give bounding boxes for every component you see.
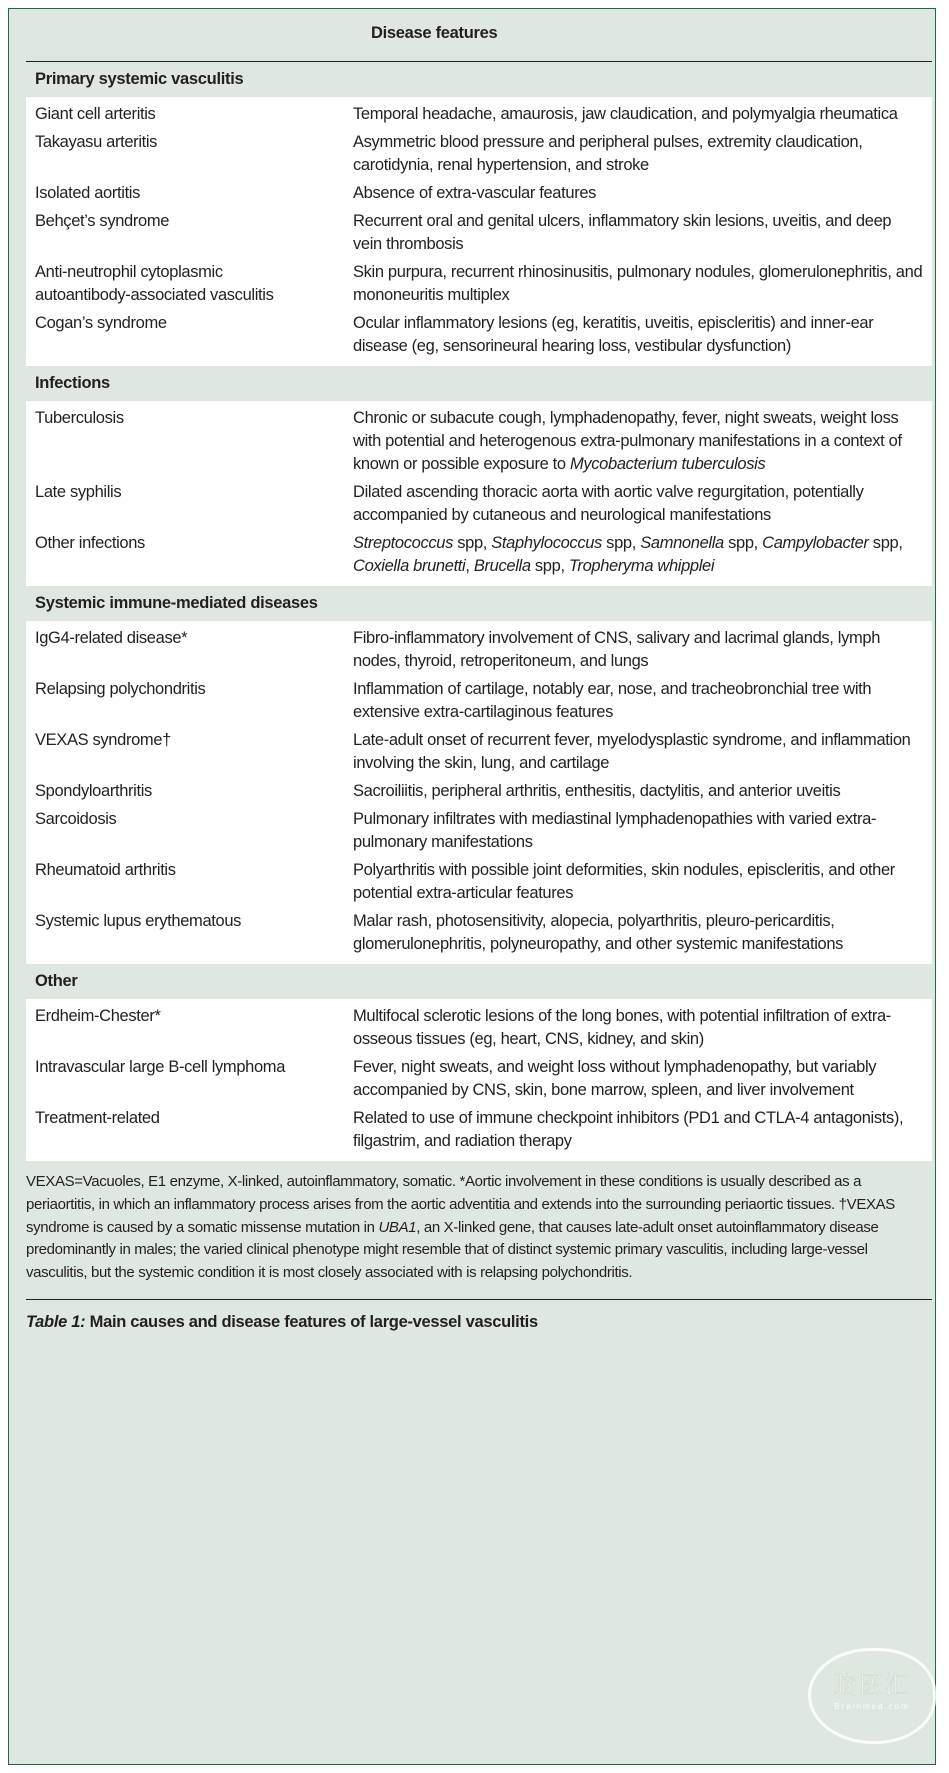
table-row bbox=[26, 1106, 932, 1157]
features-text: spp, bbox=[530, 557, 569, 575]
footnote-part: VEXAS=Vacuoles, E1 enzyme, X-linked, autoinflammatory, somatic. *Aortic involvement in these conditions is usually described as a periaortitis, in which an inflammatory process arises from the aortic adventitia and extends into the surrounding periaortic tissues. †VEXAS syndrome is caused by a somatic missense mutation in bbox=[26, 1173, 895, 1236]
features-text: spp, bbox=[453, 534, 492, 552]
cause-cell: Late syphilis bbox=[35, 483, 122, 501]
features-cell: Related to use of immune checkpoint inhibitors (PD1 and CTLA-4 antagonists), filgastrim, and radiation therapy bbox=[353, 1109, 904, 1150]
features-cell: Absence of extra-vascular features bbox=[353, 184, 597, 202]
features-cell bbox=[353, 532, 923, 578]
features-cell: Inflammation of cartilage, notably ear, nose, and tracheobronchial tree with extensive extra-cartilaginous features bbox=[353, 680, 872, 721]
footnote-text bbox=[26, 1171, 932, 1285]
cause-cell: Spondyloarthritis bbox=[35, 782, 152, 800]
section-title-primary-systemic-vasculitis: Primary systemic vasculitis bbox=[35, 70, 244, 88]
organism-name: Staphylococcus bbox=[491, 534, 602, 552]
section-title-systemic-immune-mediated-diseases: Systemic immune-mediated diseases bbox=[35, 594, 318, 612]
table bbox=[26, 9, 932, 1332]
watermark-logo bbox=[808, 1648, 936, 1744]
table-row bbox=[26, 626, 932, 677]
watermark-en-text: Brainmed.com bbox=[834, 1702, 910, 1711]
footnote-part: , an X-linked gene, that causes late-adult onset autoinflammatory disease predominantly in males; the varied clinical phenotype might resemble that of distinct systemic primary vasculitis, including large-vessel vasculitis, but the systemic condition it is most closely associated with is relapsing polychondritis. bbox=[26, 1218, 879, 1282]
section-title-infections: Infections bbox=[35, 374, 110, 392]
organism-name: Streptococcus bbox=[353, 534, 454, 552]
features-text: spp, bbox=[601, 534, 641, 552]
table-caption bbox=[26, 1300, 932, 1332]
organism-name: Tropheryma whipplei bbox=[568, 557, 715, 575]
watermark-cn-text: 脑医汇 bbox=[833, 1671, 911, 1699]
cause-cell: Anti-neutrophil cytoplasmic autoantibody-associated vasculitis bbox=[35, 263, 274, 304]
features-cell: Multifocal sclerotic lesions of the long bones, with potential infiltration of extra-osseous tissues (eg, heart, CNS, kidney, and skin) bbox=[353, 1007, 891, 1048]
table-row bbox=[26, 181, 932, 209]
section-title-other: Other bbox=[35, 972, 78, 990]
table-row bbox=[26, 130, 932, 181]
cause-cell: Erdheim-Chester* bbox=[35, 1007, 161, 1025]
table-row bbox=[26, 909, 932, 960]
features-cell bbox=[353, 407, 923, 476]
features-cell: Late-adult onset of recurrent fever, myelodysplastic syndrome, and inflammation involving the skin, lung, and cartilage bbox=[353, 731, 911, 772]
table-row bbox=[26, 209, 932, 260]
organism-name: Campylobacter bbox=[762, 534, 869, 552]
cause-cell: Sarcoidosis bbox=[35, 810, 117, 828]
section-rows bbox=[26, 401, 932, 586]
organism-name: Brucella bbox=[473, 557, 531, 575]
table-row bbox=[26, 1004, 932, 1055]
table-row bbox=[26, 311, 932, 362]
features-text: Chronic or subacute cough, lymphadenopathy, fever, night sweats, weight loss with potential and heterogenous extra-pulmonary manifestations in a context of known or possible exposure to bbox=[353, 409, 902, 473]
cause-cell: Takayasu arteritis bbox=[35, 133, 158, 151]
cause-cell: Giant cell arteritis bbox=[35, 105, 156, 123]
table-row bbox=[26, 728, 932, 779]
table-row bbox=[26, 1055, 932, 1106]
cause-cell: Behçet’s syndrome bbox=[35, 212, 170, 230]
table-panel bbox=[8, 8, 936, 1765]
table-row bbox=[26, 480, 932, 531]
table-footnote bbox=[26, 1161, 932, 1285]
cause-cell: Tuberculosis bbox=[35, 409, 124, 427]
organism-name: Coxiella brunetti bbox=[353, 557, 466, 575]
gene-name: UBA1 bbox=[378, 1218, 417, 1236]
table-row bbox=[26, 779, 932, 807]
cause-cell: Rheumatoid arthritis bbox=[35, 861, 176, 879]
table-row bbox=[26, 807, 932, 858]
table-row bbox=[26, 677, 932, 728]
table-row bbox=[26, 858, 932, 909]
cause-cell: Cogan’s syndrome bbox=[35, 314, 167, 332]
features-cell: Skin purpura, recurrent rhinosinusitis, pulmonary nodules, glomerulonephritis, and mononeuritis multiplex bbox=[353, 263, 923, 304]
features-text: , bbox=[465, 557, 474, 575]
table-header bbox=[26, 9, 932, 62]
table-row bbox=[26, 531, 932, 582]
features-cell: Asymmetric blood pressure and peripheral pulses, extremity claudication, carotidynia, renal hypertension, and stroke bbox=[353, 133, 863, 174]
cause-cell: Intravascular large B-cell lymphoma bbox=[35, 1058, 286, 1076]
features-cell: Fibro-inflammatory involvement of CNS, salivary and lacrimal glands, lymph nodes, thyroid, retroperitoneum, and lungs bbox=[353, 629, 881, 670]
table-row bbox=[26, 406, 932, 480]
features-text: spp, bbox=[723, 534, 763, 552]
section-rows bbox=[26, 97, 932, 366]
table-row bbox=[26, 102, 932, 130]
features-cell: Ocular inflammatory lesions (eg, keratitis, uveitis, episcleritis) and inner-ear disease (eg, sensorineural hearing loss, vestibular dysfunction) bbox=[353, 314, 874, 355]
features-cell: Dilated ascending thoracic aorta with aortic valve regurgitation, potentially accompanied by cutaneous and neurological manifestations bbox=[353, 483, 864, 524]
cause-cell: IgG4-related disease* bbox=[35, 629, 188, 647]
features-text: spp, bbox=[868, 534, 903, 552]
caption-text: Main causes and disease features of large-vessel vasculitis bbox=[85, 1312, 538, 1331]
section-rows bbox=[26, 621, 932, 964]
features-cell: Pulmonary infiltrates with mediastinal lymphadenopathies with varied extra-pulmonary manifestations bbox=[353, 810, 877, 851]
features-cell: Sacroiliitis, peripheral arthritis, enthesitis, dactylitis, and anterior uveitis bbox=[353, 782, 841, 800]
cause-cell: VEXAS syndrome† bbox=[35, 731, 171, 749]
organism-name: Samnonella bbox=[640, 534, 724, 552]
features-cell: Temporal headache, amaurosis, jaw claudication, and polymyalgia rheumatica bbox=[353, 105, 898, 123]
cause-cell: Systemic lupus erythematous bbox=[35, 912, 242, 930]
column-header-disease-features: Disease features bbox=[371, 24, 498, 42]
organism-name: Mycobacterium tuberculosis bbox=[569, 455, 766, 473]
table-row bbox=[26, 260, 932, 311]
caption-label: Table 1: bbox=[26, 1312, 86, 1331]
features-cell: Polyarthritis with possible joint deformities, skin nodules, episcleritis, and other potential extra-articular features bbox=[353, 861, 895, 902]
cause-cell: Relapsing polychondritis bbox=[35, 680, 206, 698]
cause-cell: Treatment-related bbox=[35, 1109, 160, 1127]
cause-cell: Isolated aortitis bbox=[35, 184, 141, 202]
features-cell: Recurrent oral and genital ulcers, inflammatory skin lesions, uveitis, and deep vein thrombosis bbox=[353, 212, 892, 253]
features-cell: Fever, night sweats, and weight loss without lymphadenopathy, but variably accompanied by CNS, skin, bone marrow, spleen, and liver involvement bbox=[353, 1058, 877, 1099]
section-rows bbox=[26, 999, 932, 1161]
cause-cell: Other infections bbox=[35, 534, 145, 552]
features-cell: Malar rash, photosensitivity, alopecia, polyarthritis, pleuro-pericarditis, glomerulonephritis, polyneuropathy, and other systemic manifestations bbox=[353, 912, 844, 953]
